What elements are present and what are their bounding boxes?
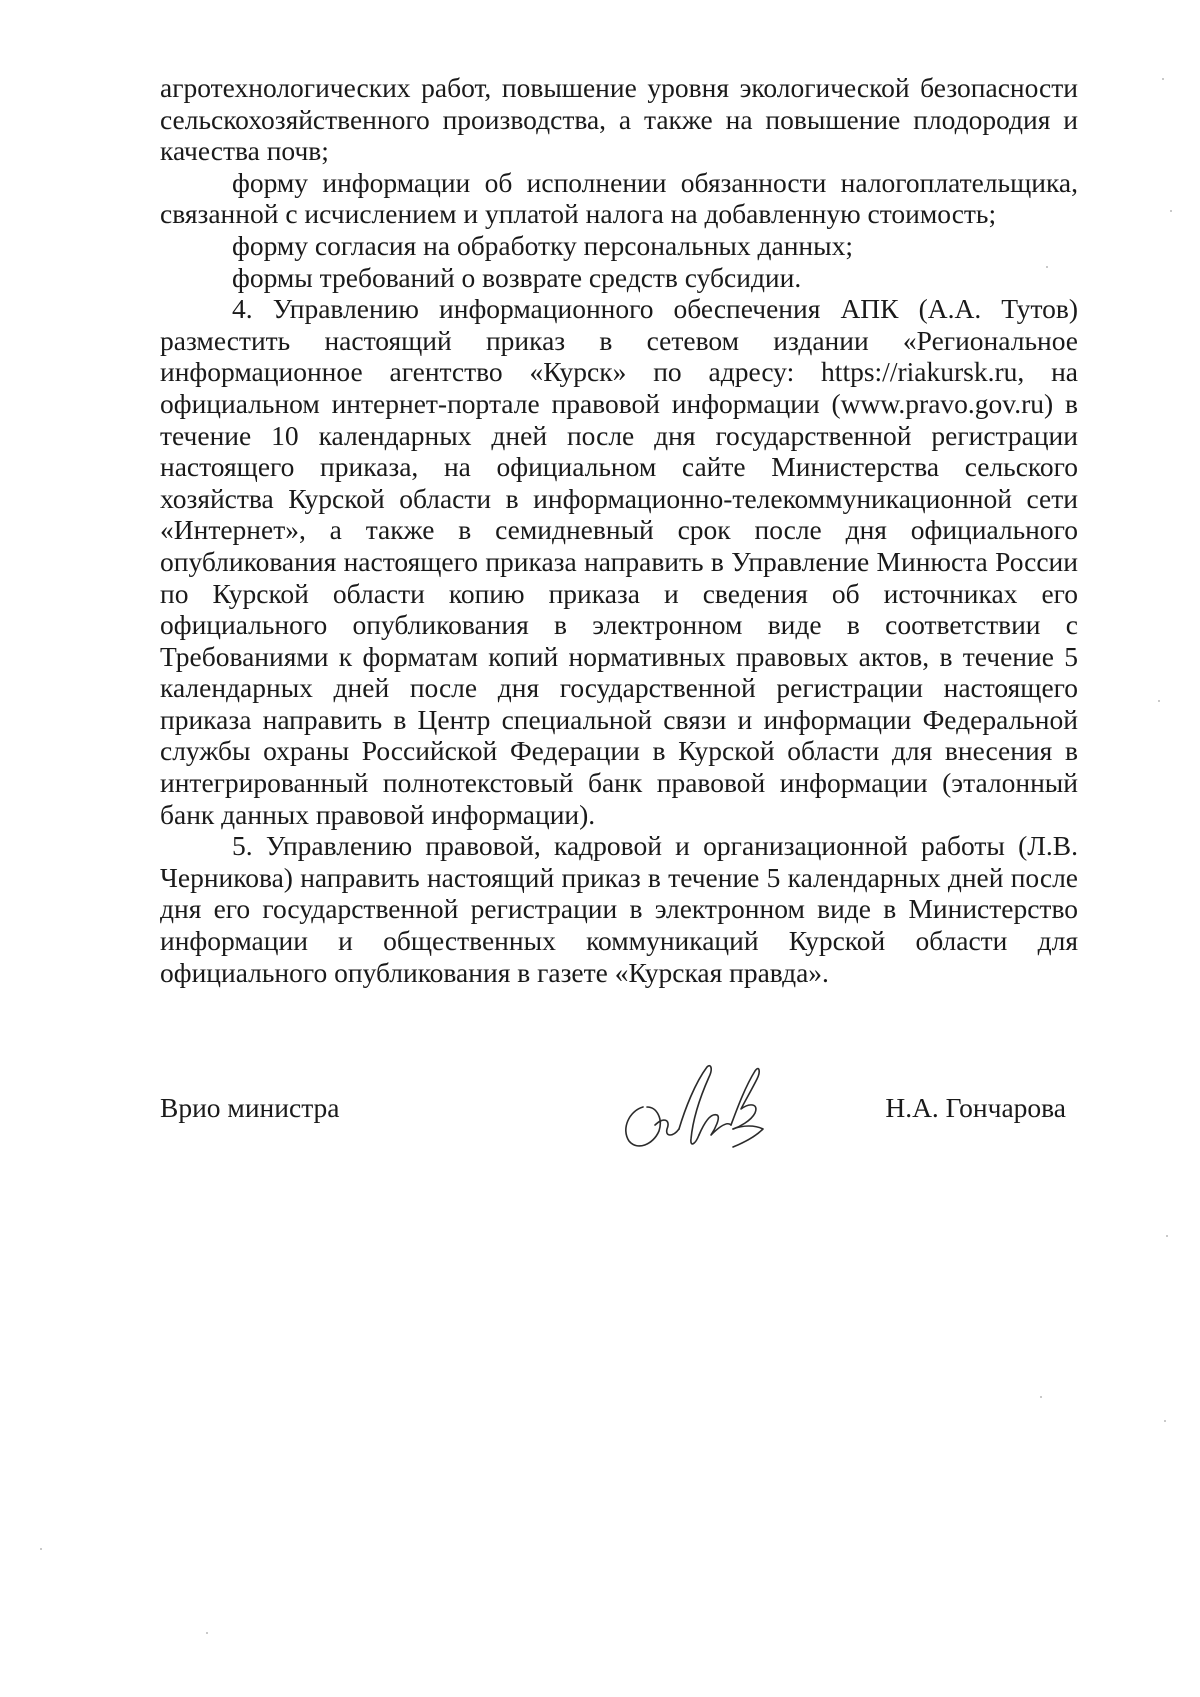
scan-speck xyxy=(40,1548,42,1550)
scan-speck xyxy=(1162,78,1164,80)
paragraph-6: 5. Управлению правовой, кадровой и организационной работы (Л.В. Черникова) направить настоящий приказ в течение 5 календарных дней после дня его государственной регистрации в электронном виде в Министерство информации и общественных коммуникаций Курской области для официального опубликования в газете «Курская правда». xyxy=(160,830,1078,988)
paragraph-2: форму информации об исполнении обязанности налогоплательщика, связанной с исчислением и уплатой налога на добавленную стоимость; xyxy=(160,166,1078,230)
scan-speck xyxy=(1046,266,1048,268)
scan-speck xyxy=(206,1632,208,1634)
scan-speck xyxy=(1158,700,1160,702)
paragraph-3: форму согласия на обработку персональных данных; xyxy=(232,229,854,261)
scan-speck xyxy=(1166,1235,1168,1237)
scan-speck xyxy=(1040,1396,1042,1398)
signer-name: Н.А. Гончарова xyxy=(885,1092,1066,1123)
scan-speck xyxy=(1164,1420,1166,1422)
scan-speck xyxy=(1170,210,1172,212)
paragraph-5: 4. Управлению информационного обеспечения АПК (А.А. Тутов) разместить настоящий приказ в сетевом издании «Региональное информационное агентство «Курск» по адресу: https://riakursk.ru, на официальном интернет-портале правовой информации (www.pravo.gov.ru) в течение 10 календарных дней после дня государственной регистрации настоящего приказа, на официальном сайте Министерства сельского хозяйства Курской области в информационно-телекоммуникационной сети «Интернет», а также в семидневный срок после дня официального опубликования настоящего приказа направить в Управление Минюста России по Курской области копию приказа и сведения об источниках его официального опубликования в электронном виде в соответствии с Требованиями к форматам копий нормативных правовых актов, в течение 5 календарных дней после дня государственной регистрации настоящего приказа направить в Центр специальной связи и информации Федеральной службы охраны Российской Федерации в Курской области для внесения в интегрированный полнотекстовый банк правовой информации (эталонный банк данных правовой информации). xyxy=(160,293,1078,830)
paragraph-1: агротехнологических работ, повышение уровня экологической безопасности сельскохозяйственного производства, а также на повышение плодородия и качества почв; xyxy=(160,72,1078,167)
signature-block xyxy=(160,1065,1080,1175)
paragraph-4: формы требований о возврате средств субсидии. xyxy=(232,261,802,293)
signer-position: Врио министра xyxy=(160,1092,340,1123)
handwritten-signature xyxy=(615,1047,785,1157)
document-body xyxy=(160,72,1078,988)
